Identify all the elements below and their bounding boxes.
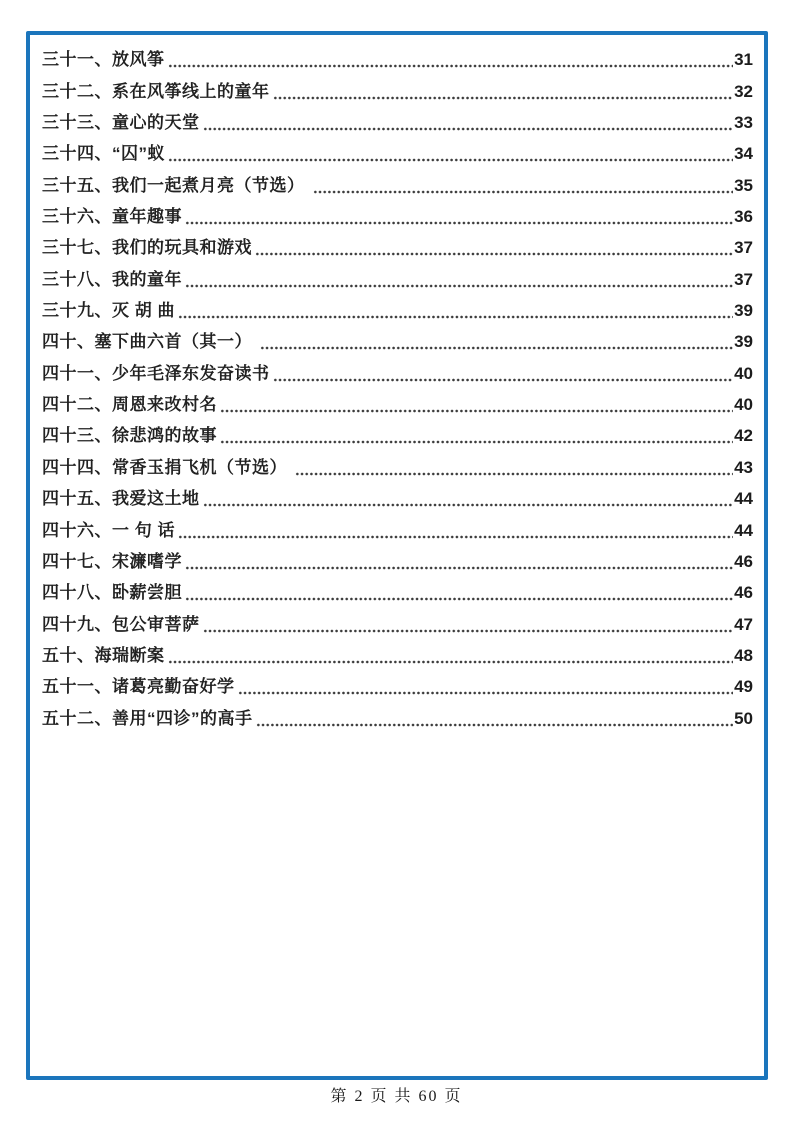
toc-entry-page: 42 <box>734 426 753 446</box>
toc-entry-title: 三十五、我们一起煮月亮（节选） <box>42 175 310 195</box>
toc-leader-dots <box>255 252 733 256</box>
toc-entry-page: 40 <box>734 363 753 383</box>
toc-leader-dots <box>185 221 733 225</box>
toc-entry-title: 三十四、“囚”蚁 <box>42 144 165 164</box>
toc-entry[interactable] <box>42 357 753 388</box>
toc-entry-title: 三十二、系在风筝线上的童年 <box>42 81 270 101</box>
toc-entry[interactable] <box>42 75 753 106</box>
toc-entry-page: 39 <box>734 301 753 321</box>
toc-leader-dots <box>168 64 734 68</box>
toc-leader-dots <box>295 472 733 476</box>
toc-entry-title: 三十七、我们的玩具和游戏 <box>42 238 252 258</box>
toc-entry-title: 三十八、我的童年 <box>42 269 182 289</box>
toc-entry[interactable] <box>42 671 753 702</box>
toc-entry-title: 四十五、我爱这土地 <box>42 489 200 509</box>
toc-leader-dots <box>220 409 733 413</box>
toc-entry-page: 49 <box>734 677 753 697</box>
toc-leader-dots <box>313 190 733 194</box>
toc-leader-dots <box>185 284 733 288</box>
toc-entry-page: 35 <box>734 175 753 195</box>
toc-entry-page: 47 <box>734 614 753 634</box>
toc-entry[interactable] <box>42 608 753 639</box>
toc-entry-title: 三十六、童年趣事 <box>42 207 182 227</box>
toc-entry-page: 46 <box>734 583 753 603</box>
toc-entry[interactable] <box>42 514 753 545</box>
toc-entry[interactable] <box>42 201 753 232</box>
toc-entry-title: 四十四、常香玉捐飞机（节选） <box>42 457 293 477</box>
toc-entry-page: 36 <box>734 207 753 227</box>
toc-entry[interactable] <box>42 702 753 733</box>
toc-entry-title: 五十一、诸葛亮勤奋好学 <box>42 677 235 697</box>
toc-entry-title: 四十七、宋濂嗜学 <box>42 551 182 571</box>
toc-entry[interactable] <box>42 44 753 75</box>
toc-entry-title: 三十三、童心的天堂 <box>42 113 200 133</box>
toc-leader-dots <box>220 440 733 444</box>
toc-entry-title: 四十六、一 句 话 <box>42 520 175 540</box>
toc-entry-page: 39 <box>734 332 753 352</box>
toc-entry[interactable] <box>42 169 753 200</box>
toc-leader-dots <box>178 315 733 319</box>
toc-entry-page: 46 <box>734 551 753 571</box>
toc-entry[interactable] <box>42 546 753 577</box>
toc-entry[interactable] <box>42 420 753 451</box>
toc-leader-dots <box>260 346 733 350</box>
toc-entry-page: 33 <box>734 113 753 133</box>
toc-entry[interactable] <box>42 263 753 294</box>
toc-entry-title: 四十九、包公审菩萨 <box>42 614 200 634</box>
toc-leader-dots <box>178 535 733 539</box>
toc-entry-title: 五十、海瑞断案 <box>42 645 165 665</box>
toc-entry-page: 31 <box>734 50 753 70</box>
toc-entry-page: 44 <box>734 520 753 540</box>
toc-leader-dots <box>238 691 734 695</box>
toc-entry-page: 44 <box>734 489 753 509</box>
toc-leader-dots <box>185 566 733 570</box>
page-border-frame <box>26 31 768 1080</box>
toc-leader-dots <box>256 723 734 727</box>
toc-leader-dots <box>168 158 733 162</box>
toc-entry-page: 43 <box>734 457 753 477</box>
toc-entry[interactable] <box>42 107 753 138</box>
toc-leader-dots <box>185 597 733 601</box>
toc-entry-page: 37 <box>734 269 753 289</box>
toc-entry[interactable] <box>42 483 753 514</box>
toc-entry-title: 三十一、放风筝 <box>42 50 165 70</box>
toc-entry-title: 四十三、徐悲鸿的故事 <box>42 426 217 446</box>
toc-entry-page: 48 <box>734 645 753 665</box>
toc-leader-dots <box>203 503 734 507</box>
toc-entry-title: 三十九、灭 胡 曲 <box>42 301 175 321</box>
toc-entry-page: 34 <box>734 144 753 164</box>
toc-entry[interactable] <box>42 640 753 671</box>
toc-entry-title: 四十二、周恩来改村名 <box>42 395 217 415</box>
toc-entry[interactable] <box>42 326 753 357</box>
toc-entry[interactable] <box>42 577 753 608</box>
toc-entry[interactable] <box>42 295 753 326</box>
toc-leader-dots <box>273 378 734 382</box>
page-footer: 第 2 页 共 60 页 <box>330 1088 463 1105</box>
toc-entry[interactable] <box>42 138 753 169</box>
toc-list <box>30 35 764 734</box>
toc-leader-dots <box>203 629 734 633</box>
toc-leader-dots <box>203 127 734 131</box>
toc-entry[interactable] <box>42 451 753 482</box>
toc-entry-title: 四十一、少年毛泽东发奋读书 <box>42 363 270 383</box>
toc-entry-page: 32 <box>734 81 753 101</box>
toc-leader-dots <box>168 660 734 664</box>
toc-entry-title: 四十、塞下曲六首（其一） <box>42 332 258 352</box>
toc-entry-page: 40 <box>734 395 753 415</box>
toc-entry-title: 五十二、善用“四诊”的高手 <box>42 708 253 728</box>
toc-entry[interactable] <box>42 232 753 263</box>
toc-entry[interactable] <box>42 389 753 420</box>
toc-entry-page: 50 <box>734 708 753 728</box>
toc-leader-dots <box>273 96 734 100</box>
toc-entry-title: 四十八、卧薪尝胆 <box>42 583 182 603</box>
toc-entry-page: 37 <box>734 238 753 258</box>
